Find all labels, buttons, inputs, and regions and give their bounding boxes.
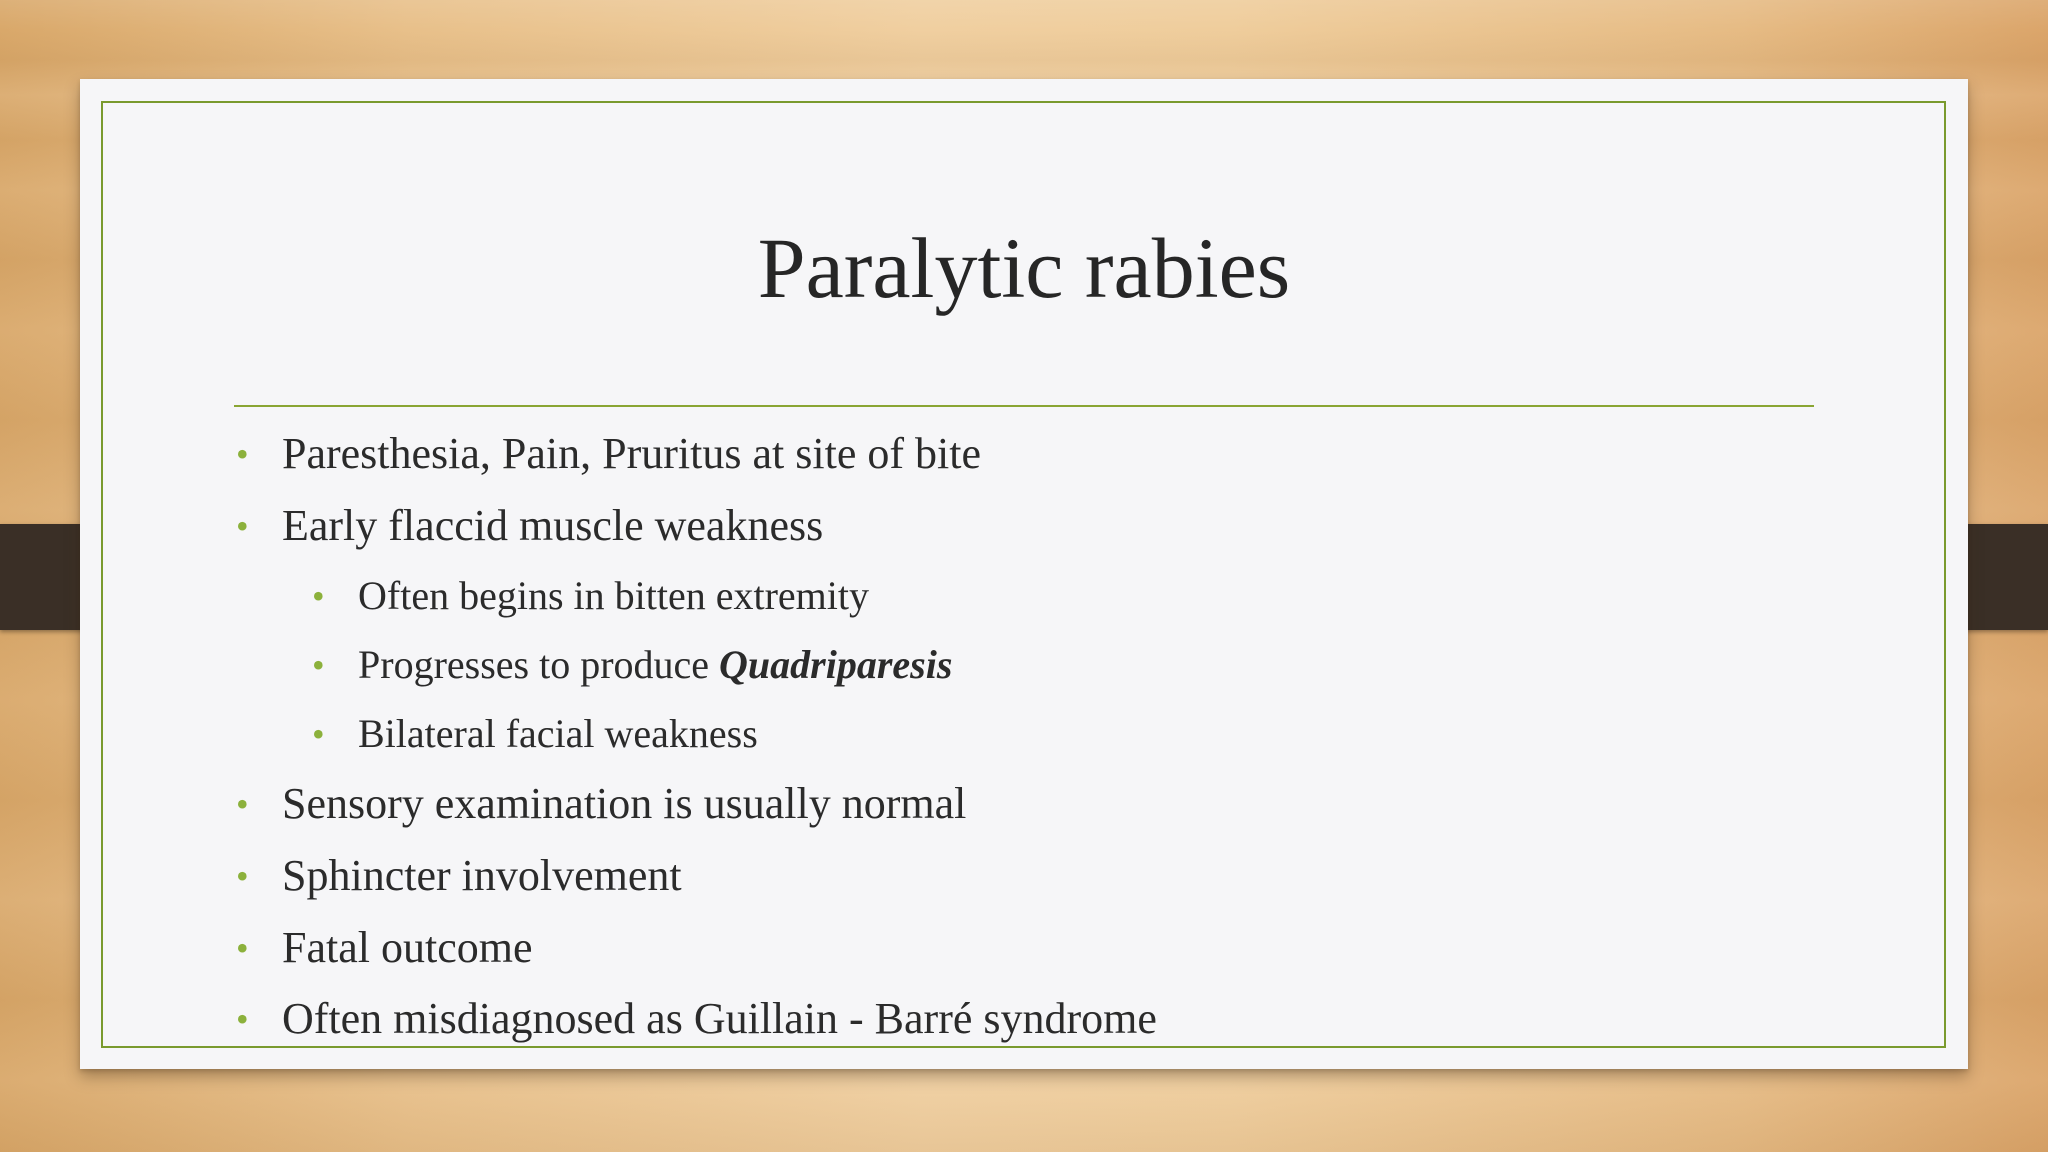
bullet-item <box>236 920 533 976</box>
bullet-icon: • <box>312 576 325 616</box>
bullet-item <box>236 776 967 832</box>
bullet-text: Sensory examination is usually normal <box>282 779 967 828</box>
bullet-text-emphasis: Quadriparesis <box>719 642 953 687</box>
sub-bullet-item <box>312 637 953 693</box>
bullet-icon: • <box>236 999 249 1039</box>
bullet-text: Often begins in bitten extremity <box>358 573 869 618</box>
bullet-text: Early flaccid muscle weakness <box>282 501 824 550</box>
bullet-icon: • <box>236 856 249 896</box>
bullet-text: Fatal outcome <box>282 923 533 972</box>
bullet-icon: • <box>236 784 249 824</box>
bullet-item <box>236 991 1157 1047</box>
bullet-icon: • <box>312 645 325 685</box>
bullet-item <box>236 848 682 904</box>
bullet-item <box>236 498 824 554</box>
title-divider <box>234 405 1814 407</box>
sub-bullet-item <box>312 568 869 624</box>
sub-bullet-item <box>312 706 758 762</box>
bullet-icon: • <box>312 714 325 754</box>
bullet-text: Sphincter involvement <box>282 851 682 900</box>
bullet-icon: • <box>236 506 249 546</box>
bullet-text <box>358 637 952 693</box>
bullet-item <box>236 426 981 482</box>
bullet-text: Bilateral facial weakness <box>358 711 758 756</box>
bullet-icon: • <box>236 434 249 474</box>
bullet-text: Paresthesia, Pain, Pruritus at site of bite <box>282 429 981 478</box>
slide-title: Paralytic rabies <box>757 220 1291 316</box>
bullet-text-plain: Progresses to produce <box>358 642 720 687</box>
bullet-text: Often misdiagnosed as Guillain - Barré syndrome <box>282 994 1157 1043</box>
bullet-icon: • <box>236 928 249 968</box>
